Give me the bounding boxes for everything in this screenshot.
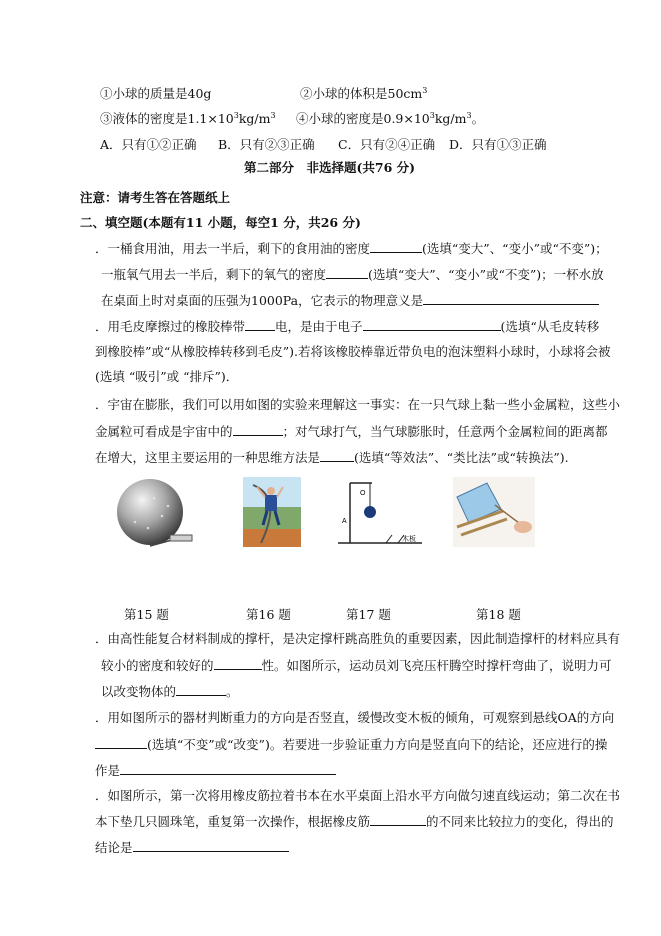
q2-line3: (选填 “吸引”或 “排斥”)．: [95, 369, 239, 384]
part-title: 第二部分 非选择题(共76 分): [244, 160, 416, 175]
q2-line2: 到橡胶棒”或“从橡胶棒转移到毛皮”).若将该橡胶棒靠近带负电的泡沫塑料小球时，小球将会被: [95, 344, 611, 359]
plumb-line-figure: [336, 477, 428, 549]
label-o: O: [360, 490, 366, 497]
q2-blank1: [245, 318, 275, 331]
q5-line3: 作是: [95, 762, 336, 779]
balloon-figure: [110, 478, 200, 553]
q6-blank1: [370, 813, 426, 826]
q4-blank1: [214, 657, 262, 670]
q5-blank1: [95, 736, 147, 749]
q2-line1: ．用毛皮摩擦过的橡胶棒带 电，是由于电子 (选填“从毛皮转移: [95, 319, 600, 334]
q6-line1: ．如图所示，第一次将用橡皮筋拉着书本在水平桌面上沿水平方向做匀速直线运动；第二次在书: [95, 788, 621, 803]
q3-blank1: [233, 423, 283, 436]
caption-17: 第17 题: [346, 607, 391, 622]
q5-line2: (选填“不变”或“改变”)。若要进一步验证重力方向是竖直向下的结论，还应进行的操: [95, 736, 607, 753]
label-a: A: [342, 518, 347, 525]
q6-line2: 本下垫几只圆珠笔，重复第一次操作，根据橡皮筋 的不同来比较拉力的变化，得出的: [95, 814, 614, 829]
caption-16: 第16 题: [246, 607, 291, 622]
statement-3: ③液体的密度是$1.1\times 10^3kg/m^3$: [100, 110, 276, 126]
q2-blank2: [363, 318, 501, 331]
q4-line2: 较小的密度和较好的 性。如图所示，运动员刘飞亮压杆腾空时撑杆弯曲了，说明力可: [101, 658, 612, 673]
q1-line1: ．一桶食用油，用去一半后，剩下的食用油的密度 (选填“变大”、“变小”或“不变”)；: [95, 241, 608, 256]
pump-icon: [170, 535, 192, 541]
q1-blank2: [326, 266, 368, 279]
athlete-icon: [265, 495, 277, 511]
q5-blank2: [120, 762, 336, 775]
plumb-bob-icon: [364, 506, 376, 518]
q4-line1: ．由高性能复合材料制成的撑杆，是决定撑杆跳高胜负的重要因素，因此制造撑杆的材料应具有: [95, 631, 621, 646]
option-b: B．只有②③正确: [218, 137, 315, 152]
option-c: C．只有②④正确: [338, 137, 436, 152]
q5-line1: ．用如图所示的器材判断重力的方向是否竖直，缓慢改变木板的倾角，可观察到悬线OA的方向: [95, 710, 615, 725]
q1-line3: 在桌面上时对桌面的压强为1000Pa，它表示的物理意义是: [101, 292, 599, 309]
q6-line3: 结论是: [95, 839, 289, 856]
q4-line3: 以改变物体的 。: [101, 684, 239, 699]
q6-blank2: [133, 839, 289, 852]
q3-line1: ．宇宙在膨胀，我们可以用如图的实验来理解这一事实：在一只气球上黏一些小金属粒，这些小: [95, 397, 621, 412]
statement-2: ②小球的体积是$50cm^3$: [300, 85, 428, 101]
q1-blank1: [370, 240, 422, 253]
caption-18: 第18 题: [476, 607, 521, 622]
hand-icon: [514, 521, 532, 533]
q3-line3: 在增大，这里主要运用的一种思维方法是 (选填“等效法”、“类比法”或“转换法”).: [95, 450, 569, 465]
caption-15: 第15 题: [124, 607, 169, 622]
statement-1: ①小球的质量是40g: [100, 86, 212, 101]
option-d: D．只有①③正确: [449, 137, 547, 152]
q3-line2: 金属粒可看成是宇宙中的 ；对气球打气，当气球膨胀时，任意两个金属粒间的距离都: [95, 424, 608, 439]
q1-line2: 一瓶氧气用去一半后，剩下的氧气的密度 (选填“变大”、“变小”或“不变”)；一杯水放: [101, 267, 604, 282]
q1-blank3: [423, 292, 599, 305]
label-board: 木板: [402, 536, 416, 543]
q4-blank2: [176, 683, 226, 696]
book-figure: [453, 477, 535, 547]
q3-blank2: [320, 449, 354, 462]
pole-vault-figure: [243, 477, 301, 547]
statement-4: ④小球的密度是$0.9\times 10^3kg/m^3$。: [296, 110, 485, 126]
section-heading: 二、填空题(本题有11 小题，每空1 分，共26 分): [80, 215, 361, 230]
option-a: A．只有①②正确: [100, 137, 197, 152]
notice: 注意：请考生答在答题纸上: [80, 190, 231, 205]
